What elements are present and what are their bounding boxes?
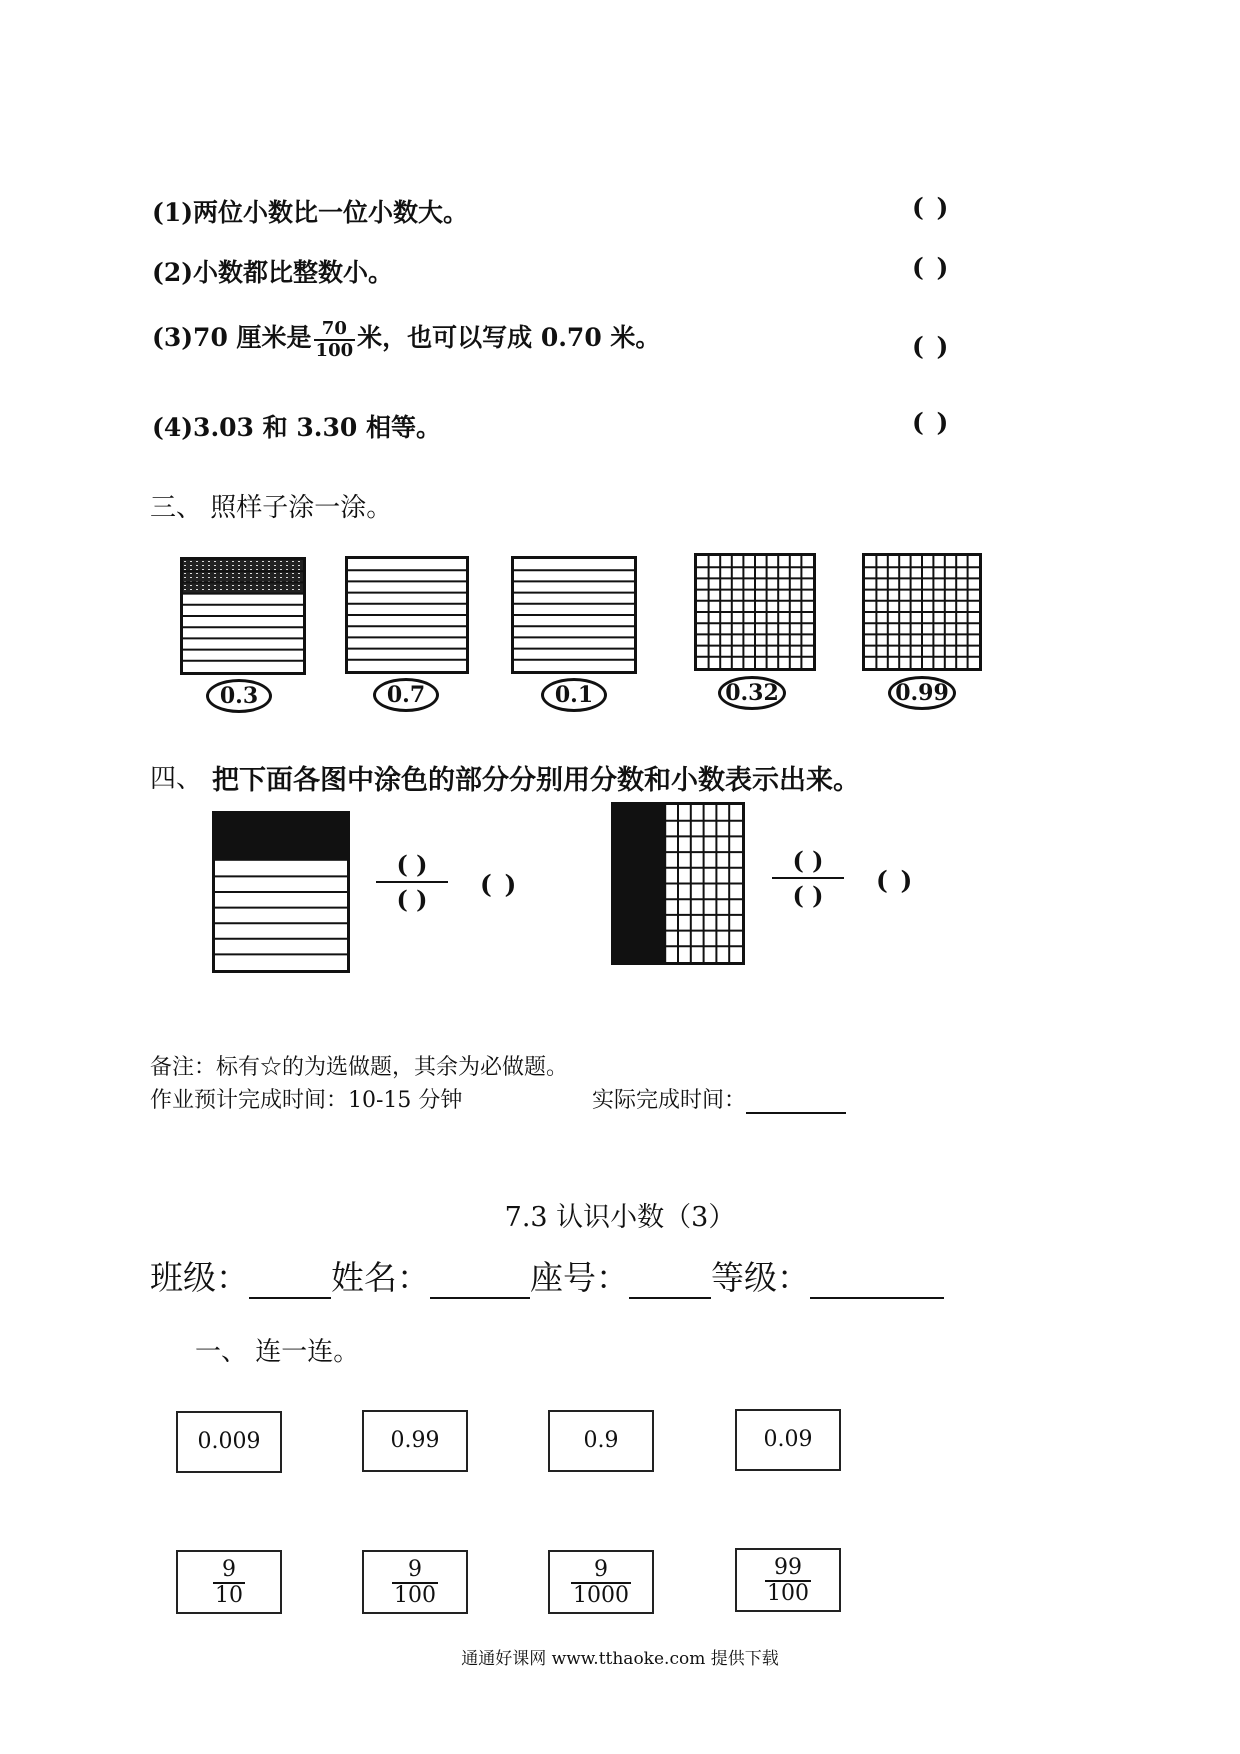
fraction-3-denominator: 1000 bbox=[573, 1583, 629, 1609]
figure-1-denominator: ( ) bbox=[396, 885, 428, 914]
figure-2 bbox=[611, 802, 745, 965]
fraction-3 bbox=[571, 1558, 631, 1608]
grade-label: 等级： bbox=[711, 1258, 810, 1297]
figure-2-numerator: ( ) bbox=[792, 846, 824, 875]
shade-box-1[interactable] bbox=[180, 557, 306, 675]
decimal-box-1[interactable]: 0.009 bbox=[176, 1411, 282, 1473]
answer-paren-3[interactable]: ( ) bbox=[912, 332, 951, 361]
statement-4 bbox=[152, 408, 441, 444]
name-blank[interactable] bbox=[430, 1261, 530, 1299]
decimal-box-3[interactable]: 0.9 bbox=[548, 1410, 654, 1472]
figure-1-decimal-answer[interactable]: ( ) bbox=[480, 870, 519, 899]
fraction-4-denominator: 100 bbox=[767, 1581, 809, 1607]
section-4-instruction: 把下面各图中涂色的部分分别用分数和小数表示出来。 bbox=[212, 765, 860, 796]
actual-time bbox=[592, 1083, 846, 1114]
fraction-box-3[interactable] bbox=[548, 1550, 654, 1614]
figure-1-fraction-answer[interactable] bbox=[372, 850, 452, 914]
actual-time-label: 实际完成时间： bbox=[592, 1088, 747, 1113]
worksheet2-section-1: 一、 连一连。 bbox=[195, 1337, 360, 1367]
note-line-1: 备注：标有☆的为选做题，其余为必做题。 bbox=[150, 1055, 569, 1080]
hundredths-grid-5 bbox=[865, 556, 979, 668]
statement-2 bbox=[152, 253, 393, 289]
answer-paren-4[interactable]: ( ) bbox=[912, 408, 951, 437]
fraction-denominator: 100 bbox=[315, 339, 354, 361]
label-oval-3: 0.1 bbox=[541, 678, 607, 712]
section-4-number: 四、 bbox=[150, 764, 203, 794]
shade-box-2[interactable] bbox=[345, 556, 469, 674]
tenths-grid-3 bbox=[514, 559, 634, 671]
statement-2-text: (2)小数都比整数小。 bbox=[152, 258, 394, 287]
figure-1-grid bbox=[215, 814, 347, 970]
label-oval-2: 0.7 bbox=[373, 678, 439, 712]
actual-time-blank[interactable] bbox=[746, 1088, 846, 1114]
shade-box-3[interactable] bbox=[511, 556, 637, 674]
statement-3 bbox=[152, 318, 660, 360]
example-shaded-area bbox=[183, 560, 303, 594]
statement-3-text-b: 米，也可以写成 0.70 米。 bbox=[357, 323, 661, 352]
class-label: 班级： bbox=[150, 1258, 249, 1297]
decimal-box-4[interactable]: 0.09 bbox=[735, 1409, 841, 1471]
figure-2-decimal-answer[interactable]: ( ) bbox=[876, 866, 915, 895]
name-label: 姓名： bbox=[331, 1258, 430, 1297]
tenths-grid-2 bbox=[348, 559, 466, 671]
label-oval-5: 0.99 bbox=[888, 676, 956, 710]
answer-paren-1[interactable]: ( ) bbox=[912, 193, 951, 222]
fraction-numerator: 70 bbox=[314, 319, 356, 341]
fraction-1-numerator: 9 bbox=[213, 1558, 245, 1584]
hundredths-grid-4 bbox=[697, 556, 813, 668]
fraction-bar bbox=[772, 877, 844, 879]
figure-2-denominator: ( ) bbox=[792, 881, 824, 910]
fraction-2 bbox=[392, 1558, 438, 1608]
section-3-title: 三、 照样子涂一涂。 bbox=[150, 493, 393, 523]
fraction-4 bbox=[765, 1556, 811, 1606]
decimal-box-2[interactable]: 0.99 bbox=[362, 1410, 468, 1472]
fraction-box-2[interactable] bbox=[362, 1550, 468, 1614]
footer: 通通好课网 www.tthaoke.com 提供下载 bbox=[461, 1649, 779, 1669]
figure-1-shaded bbox=[215, 814, 347, 861]
seat-blank[interactable] bbox=[629, 1261, 711, 1299]
figure-1-numerator: ( ) bbox=[396, 850, 428, 879]
fraction-1 bbox=[213, 1558, 245, 1608]
shade-box-5[interactable] bbox=[862, 553, 982, 671]
statement-3-text-a: (3)70 厘米是 bbox=[152, 323, 312, 352]
label-oval-4: 0.32 bbox=[718, 676, 786, 710]
seat-label: 座号： bbox=[530, 1258, 629, 1297]
figure-2-shaded bbox=[614, 805, 665, 962]
figure-1 bbox=[212, 811, 350, 973]
grade-blank[interactable] bbox=[810, 1261, 944, 1299]
fraction-box-1[interactable] bbox=[176, 1550, 282, 1614]
label-oval-1: 0.3 bbox=[206, 679, 272, 713]
student-info-row bbox=[150, 1252, 944, 1299]
worksheet-title: 7.3 认识小数（3） bbox=[504, 1202, 736, 1233]
figure-2-grid bbox=[614, 805, 742, 962]
fraction-bar bbox=[376, 881, 448, 883]
shade-box-4[interactable] bbox=[694, 553, 816, 671]
estimated-time: 作业预计完成时间：10-15 分钟 bbox=[150, 1088, 463, 1113]
fraction-3-numerator: 9 bbox=[571, 1558, 631, 1584]
statement-4-text: (4)3.03 和 3.30 相等。 bbox=[152, 413, 441, 442]
statement-3-fraction bbox=[314, 319, 356, 361]
class-blank[interactable] bbox=[249, 1261, 331, 1299]
fraction-4-numerator: 99 bbox=[765, 1556, 811, 1582]
fraction-1-denominator: 10 bbox=[215, 1583, 243, 1609]
statement-1 bbox=[152, 193, 468, 229]
fraction-2-numerator: 9 bbox=[392, 1558, 438, 1584]
fraction-box-4[interactable] bbox=[735, 1548, 841, 1612]
fraction-2-denominator: 100 bbox=[394, 1583, 436, 1609]
tenths-grid-example bbox=[183, 560, 303, 672]
answer-paren-2[interactable]: ( ) bbox=[912, 253, 951, 282]
statement-1-text: (1)两位小数比一位小数大。 bbox=[152, 198, 469, 227]
figure-2-fraction-answer[interactable] bbox=[768, 846, 848, 910]
